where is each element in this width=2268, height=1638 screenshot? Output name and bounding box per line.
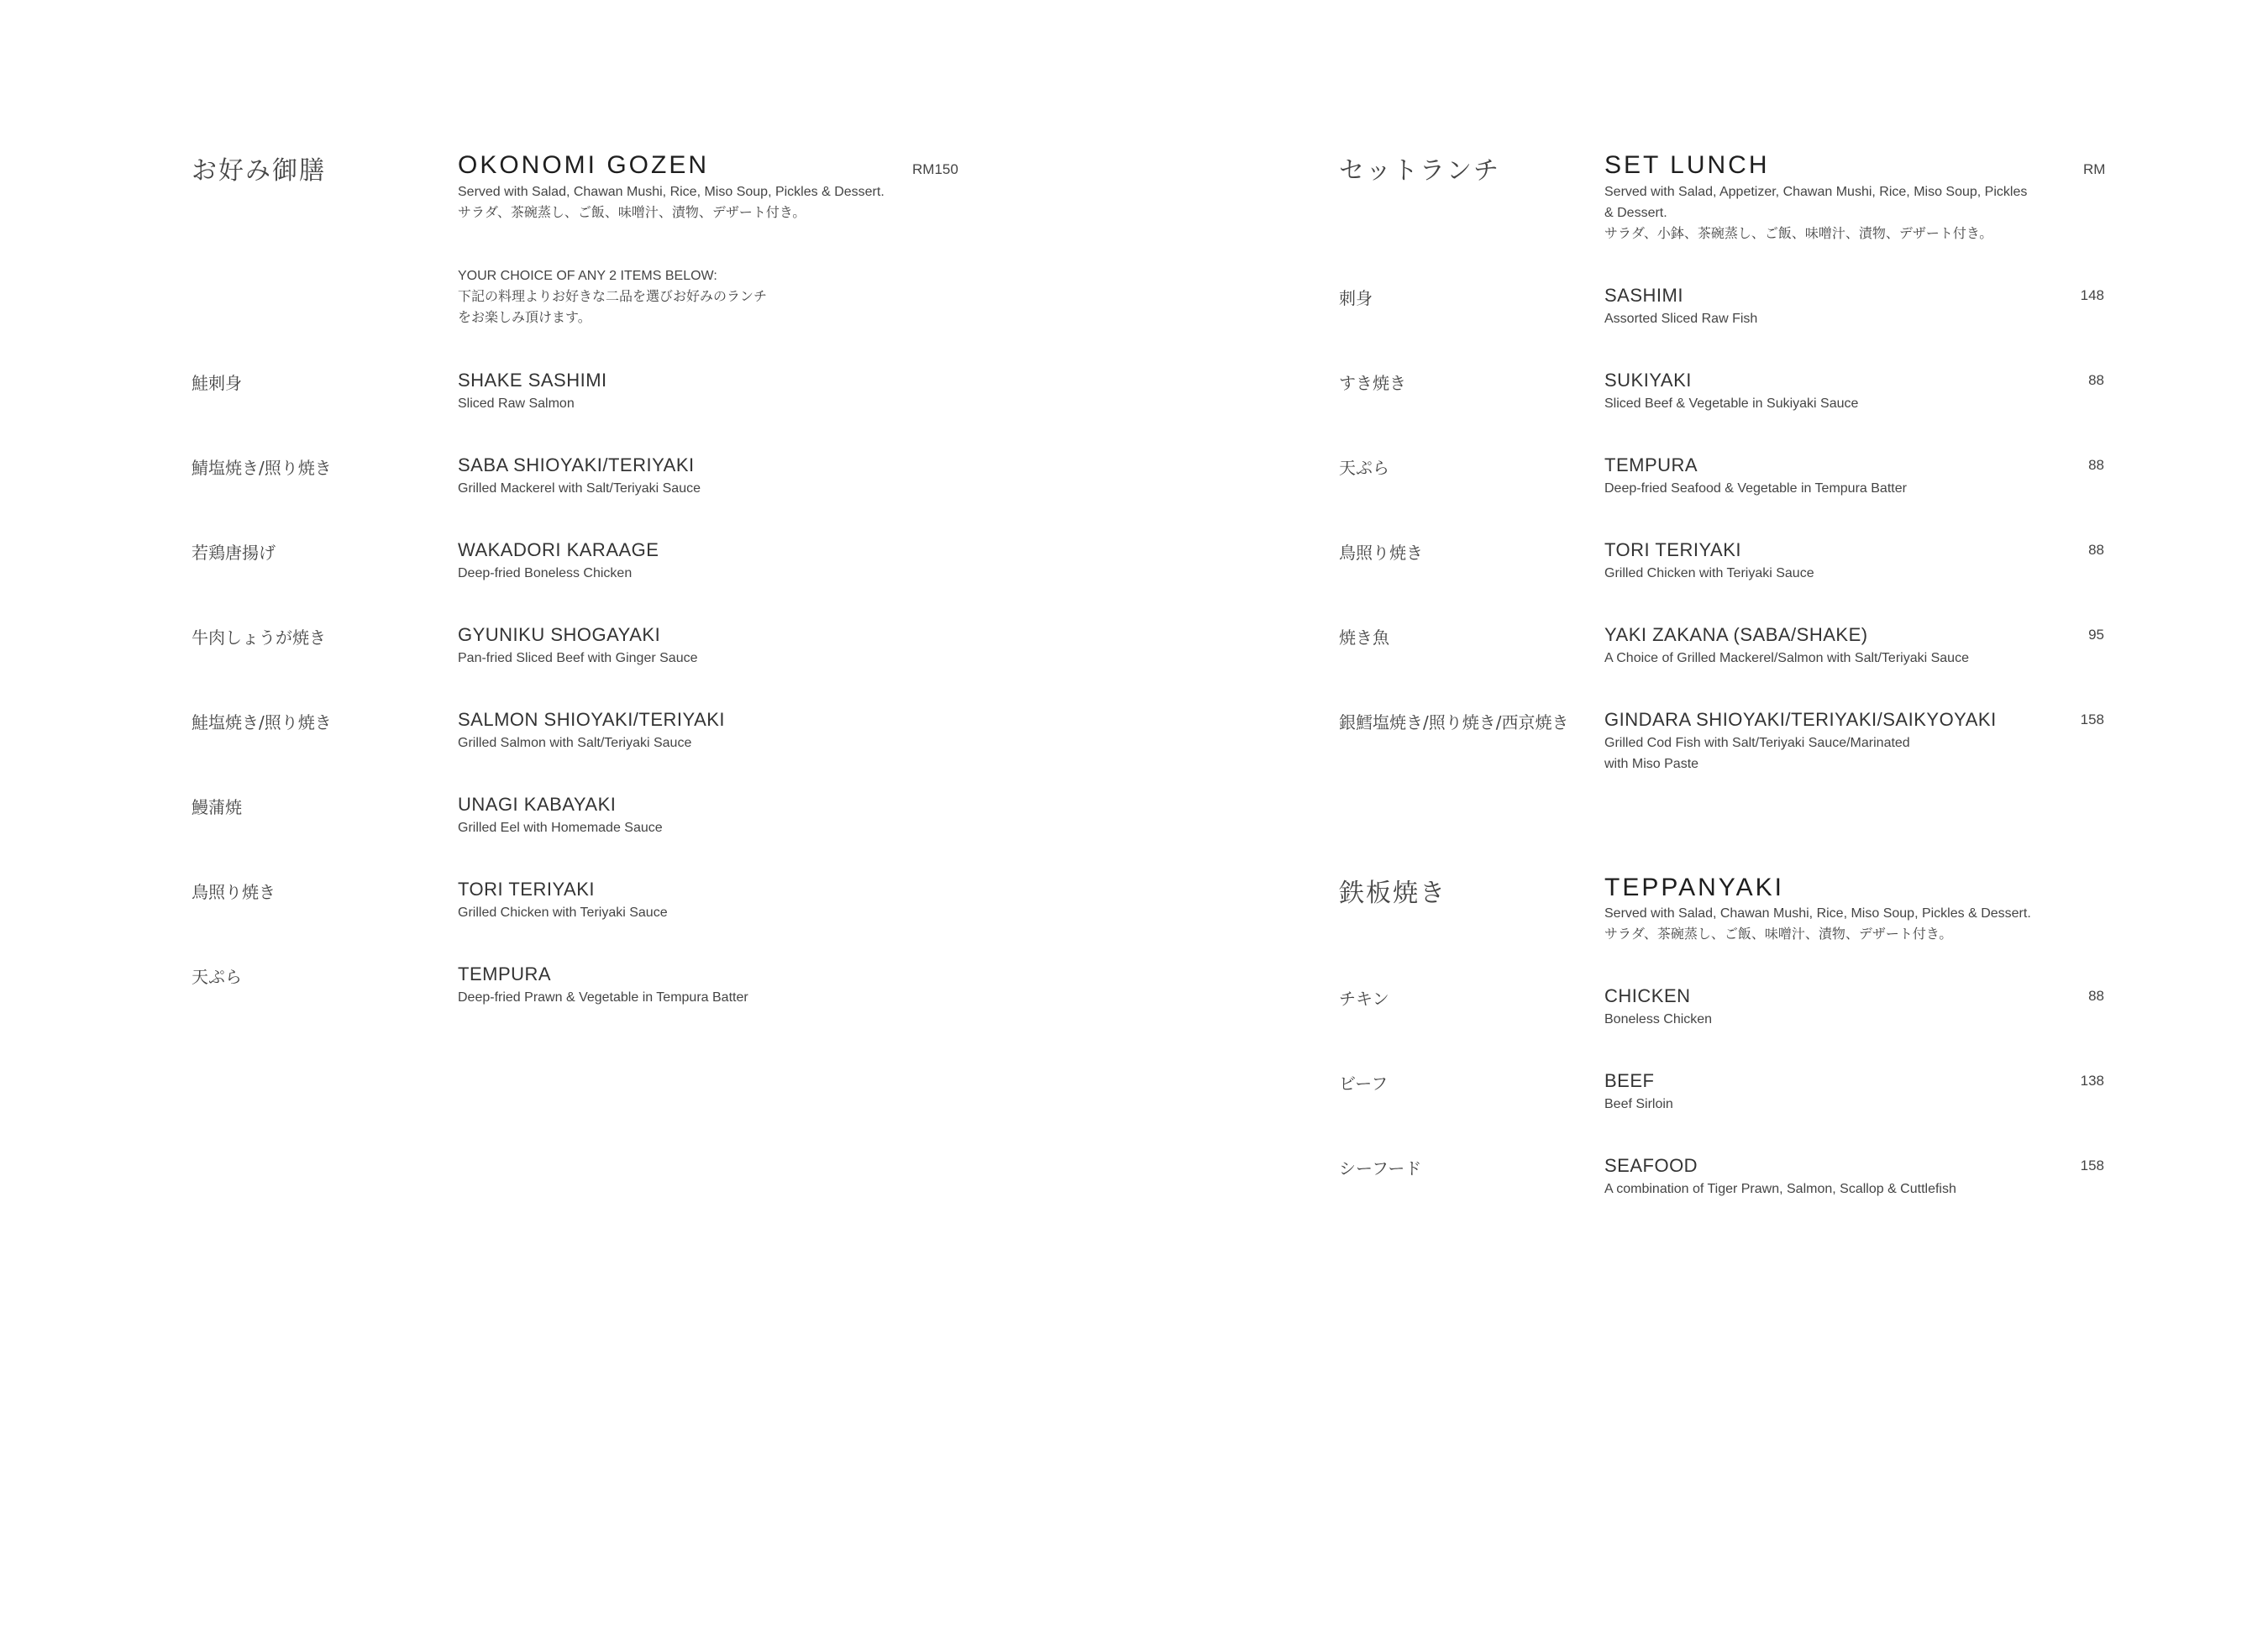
item-name: SALMON SHIOYAKI/TERIYAKI — [458, 709, 726, 730]
description-line: Served with Salad, Chawan Mushi, Rice, Miso Soup, Pickles & Dessert. — [1604, 906, 2031, 921]
item-name: GINDARA SHIOYAKI/TERIYAKI/SAIKYOYAKI — [1604, 709, 1997, 730]
item-name-jp: 天ぷら — [1339, 458, 1389, 478]
item-name: TEMPURA — [458, 963, 552, 984]
description-line: サラダ、小鉢、茶碗蒸し、ご飯、味噌汁、漬物、デザート付き。 — [1604, 227, 1993, 241]
item-price: 88 — [2088, 372, 2104, 388]
item-name: SASHIMI — [1604, 285, 1683, 306]
item-name: GYUNIKU SHOGAYAKI — [458, 624, 661, 645]
item-description: Pan-fried Sliced Beef with Ginger Sauce — [458, 651, 698, 665]
item-name-jp: ビーフ — [1339, 1074, 1389, 1094]
item-price: 95 — [2088, 627, 2104, 643]
item-name: TORI TERIYAKI — [1604, 539, 1741, 560]
section-title: SET LUNCH — [1604, 151, 1770, 179]
item-name: SUKIYAKI — [1604, 370, 1692, 391]
section-description — [458, 181, 885, 223]
item-description: Beef Sirloin — [1604, 1097, 1673, 1111]
item-description: Grilled Cod Fish with Salt/Teriyaki Sauce/Marinated — [1604, 736, 1910, 750]
item-price: 158 — [2080, 1158, 2104, 1173]
item-name: YAKI ZAKANA (SABA/SHAKE) — [1604, 624, 1868, 645]
item-name-jp: 焼き魚 — [1339, 627, 1389, 648]
description-line: サラダ、茶碗蒸し、ご飯、味噌汁、漬物、デザート付き。 — [1604, 927, 1953, 942]
item-name: UNAGI KABAYAKI — [458, 794, 617, 815]
item-description: Grilled Salmon with Salt/Teriyaki Sauce — [458, 736, 692, 750]
item-name: BEEF — [1604, 1070, 1655, 1091]
item-name: WAKADORI KARAAGE — [458, 539, 659, 560]
section-description — [1604, 903, 2031, 945]
description-line: サラダ、茶碗蒸し、ご飯、味噌汁、漬物、デザート付き。 — [458, 206, 806, 220]
item-name-jp: 鳥照り焼き — [192, 882, 276, 902]
item-name-jp: 銀鱈塩焼き/照り焼き/西京焼き — [1339, 712, 1569, 732]
section-title: OKONOMI GOZEN — [458, 151, 710, 179]
item-name-jp: 鯖塩焼き/照り焼き — [192, 458, 332, 478]
item-description: Grilled Eel with Homemade Sauce — [458, 821, 663, 835]
description-line: Served with Salad, Chawan Mushi, Rice, Miso Soup, Pickles & Dessert. — [458, 185, 885, 199]
item-description: Deep-fried Prawn & Vegetable in Tempura Batter — [458, 990, 748, 1005]
item-description: A combination of Tiger Prawn, Salmon, Scallop & Cuttlefish — [1604, 1182, 1956, 1196]
choice-note-line: YOUR CHOICE OF ANY 2 ITEMS BELOW: — [458, 269, 717, 283]
item-name: TEMPURA — [1604, 454, 1698, 475]
item-description: Deep-fried Boneless Chicken — [458, 566, 633, 580]
item-price: 158 — [2080, 711, 2104, 727]
item-name: SHAKE SASHIMI — [458, 370, 607, 391]
item-price: 148 — [2080, 287, 2104, 303]
section-title: TEPPANYAKI — [1604, 874, 1784, 901]
item-description: Boneless Chicken — [1604, 1012, 1713, 1026]
item-name: SABA SHIOYAKI/TERIYAKI — [458, 454, 695, 475]
item-name-jp: 鮭塩焼き/照り焼き — [192, 712, 332, 732]
section-title-jp: お好み御膳 — [192, 156, 326, 186]
choice-note-line: をお楽しみ頂けます。 — [458, 311, 591, 325]
section-title-jp: 鉄板焼き — [1339, 879, 1446, 908]
item-description: A Choice of Grilled Mackerel/Salmon with Salt/Teriyaki Sauce — [1604, 651, 1969, 665]
section-title-jp: セットランチ — [1339, 156, 1500, 186]
item-price: 88 — [2088, 457, 2104, 473]
item-description: Grilled Chicken with Teriyaki Sauce — [1604, 566, 1814, 580]
description-line: & Dessert. — [1604, 206, 1667, 220]
item-price: 88 — [2088, 988, 2104, 1004]
section-description — [1604, 181, 2027, 244]
item-description: Sliced Beef & Vegetable in Sukiyaki Sauce — [1604, 396, 1859, 411]
choice-note — [458, 265, 767, 328]
item-description: Deep-fried Seafood & Vegetable in Tempura Batter — [1604, 481, 1907, 496]
item-name-jp: 刺身 — [1339, 288, 1373, 308]
section-price: RM — [2083, 161, 2106, 177]
section-price: RM150 — [912, 161, 958, 177]
item-name: CHICKEN — [1604, 985, 1691, 1006]
item-name: TORI TERIYAKI — [458, 879, 595, 900]
item-name-jp: すき焼き — [1339, 373, 1406, 393]
item-name-jp: 鰻蒲焼 — [192, 797, 242, 817]
description-line: Served with Salad, Appetizer, Chawan Mushi, Rice, Miso Soup, Pickles — [1604, 185, 2028, 199]
item-name: SEAFOOD — [1604, 1155, 1698, 1176]
item-description: Sliced Raw Salmon — [458, 396, 575, 411]
item-description: Grilled Mackerel with Salt/Teriyaki Sauce — [458, 481, 701, 496]
item-description: Assorted Sliced Raw Fish — [1604, 312, 1758, 326]
item-name-jp: 牛肉しょうが焼き — [192, 627, 326, 648]
item-price: 138 — [2080, 1073, 2104, 1089]
choice-note-line: 下記の料理よりお好きな二品を選びお好みのランチ — [458, 290, 768, 304]
item-price: 88 — [2088, 542, 2104, 558]
item-name-jp: 天ぷら — [192, 967, 242, 987]
item-name-jp: 鳥照り焼き — [1339, 543, 1423, 563]
item-description: Grilled Chicken with Teriyaki Sauce — [458, 906, 668, 920]
item-name-jp: チキン — [1339, 989, 1389, 1009]
item-name-jp: シーフード — [1339, 1158, 1422, 1179]
item-name-jp: 若鶏唐揚げ — [192, 543, 276, 563]
item-description-line-2: with Miso Paste — [1604, 757, 1699, 771]
item-name-jp: 鮭刺身 — [192, 373, 242, 393]
